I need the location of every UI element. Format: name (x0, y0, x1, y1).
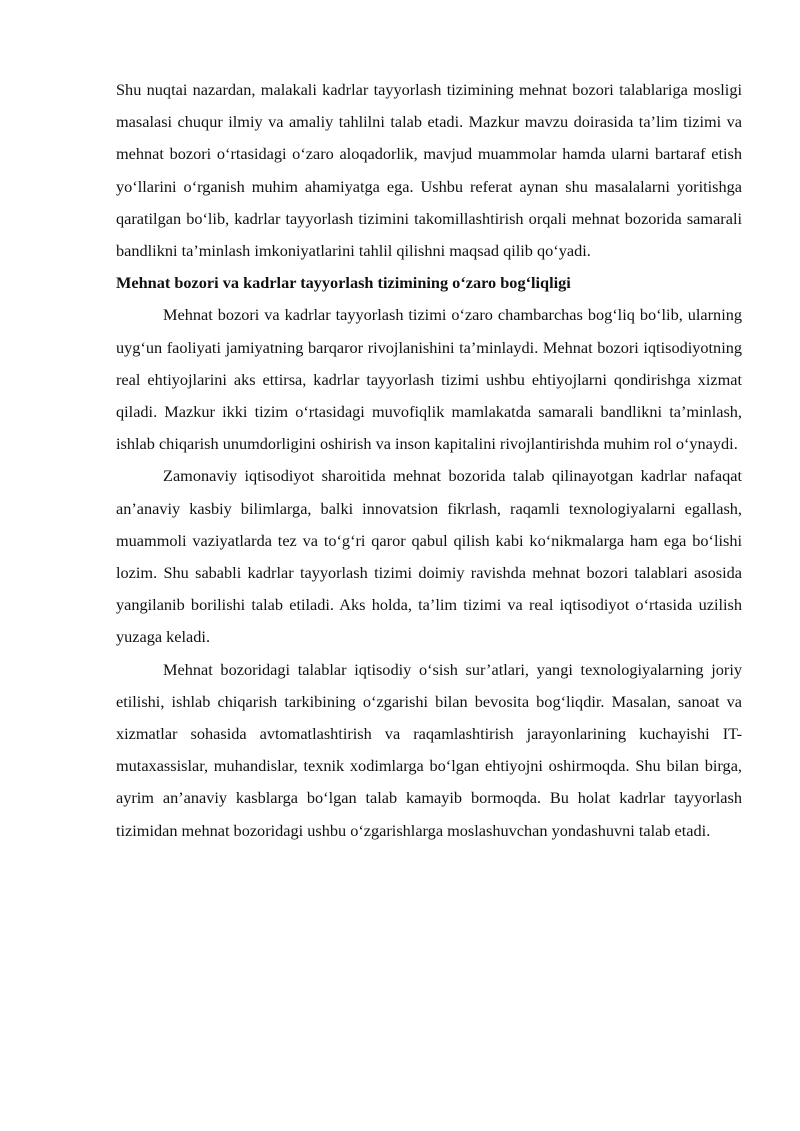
paragraph-interrelation: Mehnat bozori va kadrlar tayyorlash tizimi o‘zaro chambarchas bog‘liq bo‘lib, ularning uyg‘un faoliyati jamiyatning barqaror rivojlanishini ta’minlaydi. Mehnat bozori iqtisodiyotning real ehtiyojlarini aks ettirsa, kadrlar tayyorlash tizimi ushbu ehtiyojlarni qondirishga xizmat qiladi. Mazkur ikki tizim o‘rtasidagi muvofiqlik mamlakatda samarali bandlikni ta’minlash, ishlab chiqarish unumdorligini oshirish va inson kapitalini rivojlantirishda muhim rol o‘ynaydi. (116, 305, 742, 454)
paragraph-intro-continued: Shu nuqtai nazardan, malakali kadrlar tayyorlash tizimining mehnat bozori talablariga mosligi masalasi chuqur ilmiy va amaliy tahlilni talab etadi. Mazkur mavzu doirasida ta’lim tizimi va mehnat bozori o‘rtasidagi o‘zaro aloqadorlik, mavjud muammolar hamda ularni bartaraf etish yo‘llarini o‘rganish muhim ahamiyatga ega. Ushbu referat aynan shu masalalarni yoritishga qaratilgan bo‘lib, kadrlar tayyorlash tizimini takomillashtirish orqali mehnat bozorida samarali bandlikni ta’minlash imkoniyatlarini tahlil qilishni maqsad qilib qo‘yadi. (116, 80, 742, 261)
document-body (116, 74, 742, 847)
section-heading: Mehnat bozori va kadrlar tayyorlash tizimining o‘zaro bog‘liqligi (116, 273, 571, 293)
paragraph-modern-economy: Zamonaviy iqtisodiyot sharoitida mehnat bozorida talab qilinayotgan kadrlar nafaqat an’anaviy kasbiy bilimlarga, balki innovatsion fikrlash, raqamli texnologiyalarni egallash, muammoli vaziyatlarda tez va to‘g‘ri qaror qabul qilish kabi ko‘nikmalarga ham ega bo‘lishi lozim. Shu sababli kadrlar tayyorlash tizimi doimiy ravishda mehnat bozori talablari asosida yangilanib borilishi talab etiladi. Aks holda, ta’lim tizimi va real iqtisodiyot o‘rtasida uzilish yuzaga keladi. (116, 466, 742, 647)
paragraph-labor-demand: Mehnat bozoridagi talablar iqtisodiy o‘sish sur’atlari, yangi texnologiyalarning joriy etilishi, ishlab chiqarish tarkibining o‘zgarishi bilan bevosita bog‘liqdir. Masalan, sanoat va xizmatlar sohasida avtomatlashtirish va raqamlashtirish jarayonlarining kuchayishi IT-mutaxassislar, muhandislar, texnik xodimlarga bo‘lgan ehtiyojni oshirmoqda. Shu bilan birga, ayrim an’anaviy kasblarga bo‘lgan talab kamayib bormoqda. Bu holat kadrlar tayyorlash tizimidan mehnat bozoridagi ushbu o‘zgarishlarga moslashuvchan yondashuvni talab etadi. (116, 659, 742, 840)
